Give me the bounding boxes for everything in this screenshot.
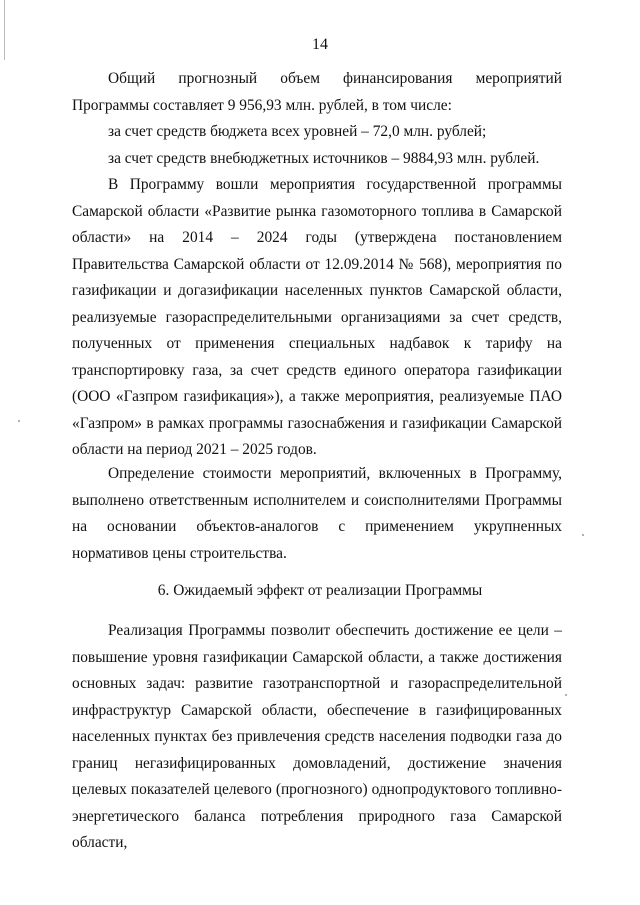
paragraph-extrabudget-funds: за счет средств внебюджетных источников – 9884,93 млн. рублей. [108, 150, 540, 167]
scan-speck [565, 694, 567, 696]
section-heading: 6. Ожидаемый эффект от реализации Программы [157, 582, 483, 599]
scan-speck [18, 420, 20, 422]
scan-speck [582, 534, 584, 536]
paragraph-financing-total: Общий прогнозный объем финансирования мероприятий Программы составляет 9 956,93 млн. рублей, в том числе: [72, 70, 562, 114]
paragraph-expected-effect: Реализация Программы позволит обеспечить достижение ее цели – повышение уровня газификации Самарской области, а также достижения основных задач: развитие газотранспортной и газораспределительной инфраструктур Самарской области, обеспечение в газифицированных населенных пунктах без привлечения средств населения подводки газа до границ негазифицированных домовладений, достижение значения целевых показателей целевого (прогнозного) однопродуктового топливно-энергетического баланса потребления природного газа Самарской области, [72, 622, 562, 851]
paragraph-budget-funds: за счет средств бюджета всех уровней – 72,0 млн. рублей; [108, 123, 487, 140]
paragraph-cost-determination: Определение стоимости мероприятий, включенных в Программу, выполнено ответственным исполнителем и соисполнителями Программы на основании объектов-аналогов с применением укрупненных нормативов цены строительства. [72, 465, 562, 562]
page-number: 14 [312, 36, 328, 53]
paragraph-program-measures: В Программу вошли мероприятия государственной программы Самарской области «Развитие рынка газомоторного топлива в Самарской области» на 2014 – 2024 годы (утверждена постановлением Правительства Самарской области от 12.09.2014 № 568), мероприятия по газификации и догазификации населенных пунктов Самарской области, реализуемые газораспределительными организациями за счет средств, полученных от применения специальных надбавок к тарифу на транспортировку газа, за счет средств единого оператора газификации (ООО «Газпром газификация»), а также мероприятия, реализуемые ПАО «Газпром» в рамках программы газоснабжения и газификации Самарской области на период 2021 – 2025 годов. [72, 176, 562, 458]
